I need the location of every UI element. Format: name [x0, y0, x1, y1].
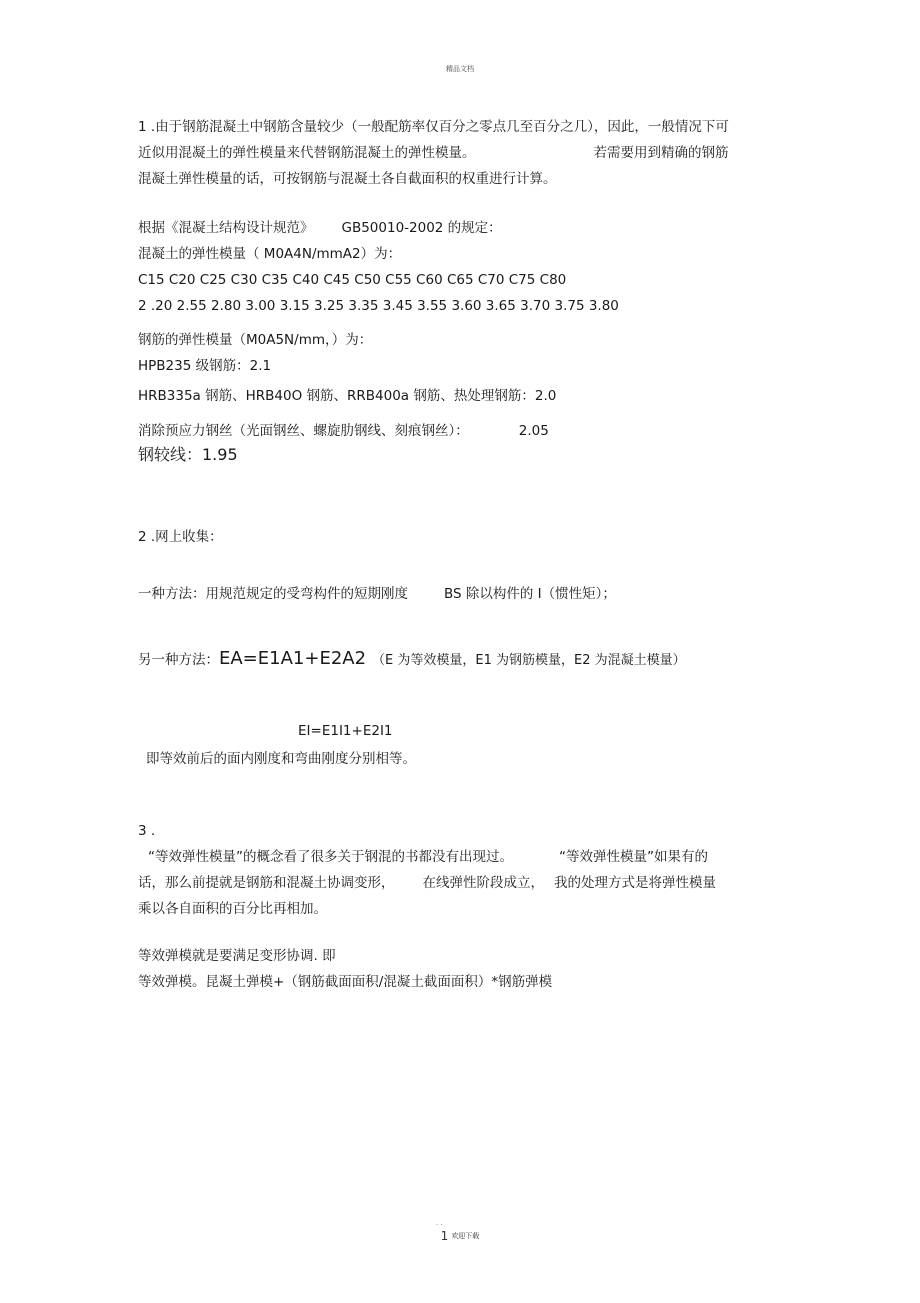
s3-title: 3 . — [138, 823, 156, 839]
footer-dots: . . — [436, 1219, 443, 1227]
s2-method2-label: 另一种方法： — [138, 652, 219, 668]
s1-wire-b: 2.05 — [518, 423, 549, 439]
s2-method1-a: 一种方法：用规范规定的受弯构件的短期刚度 — [138, 586, 408, 602]
s3-line2c: 我的处理方式是将弹性模量 — [554, 875, 716, 891]
s1-wire-a: 消除预应力钢丝（光面钢丝、螺旋肋钢线、刻痕钢丝）： — [138, 423, 469, 439]
s2-method2-note: （E 为等效模量，E1 为钢筋模量，E2 为混凝土模量） — [372, 653, 686, 668]
s1-steel-modulus: 钢筋的弹性模量（M0A5N/mm，）为： — [138, 332, 373, 348]
s2-method2 — [138, 648, 686, 672]
page-footer — [0, 1229, 920, 1243]
footer-note: 欢迎下载 — [451, 1232, 480, 1240]
s1-line2b: 若需要用到精确的钢筋 — [593, 145, 729, 161]
s1-hpb: HPB235 级钢筋：2.1 — [138, 358, 272, 374]
s3-line3: 乘以各自面积的百分比再相加。 — [138, 901, 327, 917]
s1-hrb: HRB335a 钢筋、HRB40O 钢筋、RRB400a 钢筋、热处理钢筋：2.0 — [138, 388, 557, 404]
s1-concrete-modulus: 混凝土的弹性模量（ M0A4N/mmA2）为： — [138, 246, 402, 262]
s1-line2 — [138, 144, 729, 162]
s1-values: 2 .20 2.55 2.80 3.00 3.15 3.25 3.35 3.45 3.55 3.60 3.65 3.70 3.75 3.80 — [138, 298, 619, 314]
s1-grades: C15 C20 C25 C30 C35 C40 C45 C50 C55 C60 C65 C70 C75 C80 — [138, 272, 567, 288]
s2-formula2: EI=E1I1+E2I1 — [298, 723, 393, 739]
s3-line1b: “等效弹性模量”如果有的 — [559, 849, 708, 865]
s1-line2a: 近似用混凝土的弹性模量来代替钢筋混凝土的弹性模量。 — [138, 145, 476, 161]
page-header: 精品文档 — [446, 65, 474, 73]
s2-explain: 即等效前后的面内刚度和弯曲刚度分别相等。 — [146, 751, 416, 767]
s2-method1-b: BS 除以构件的 I（惯性矩）； — [444, 586, 616, 602]
s3-line2a: 话，那么前提就是钢筋和混凝土协调变形， — [138, 875, 395, 891]
s3-line2 — [138, 874, 716, 892]
s1-basis-a: 根据《混凝土结构设计规范》 — [138, 220, 314, 236]
s3-line2b: 在线弹性阶段成立， — [422, 875, 544, 891]
s3-line4: 等效弹模就是要满足变形协调. 即 — [138, 948, 336, 964]
s1-basis-b: GB50010-2002 的规定： — [341, 220, 502, 236]
s1-strand: 钢较线：1.95 — [138, 445, 238, 464]
s2-method2-formula: EA=E1A1+E2A2 — [219, 648, 367, 669]
s2-title: 2 .网上收集： — [138, 529, 223, 545]
s2-method1 — [138, 585, 616, 603]
s3-line1 — [148, 848, 708, 866]
page-number: 1 — [440, 1229, 449, 1243]
s1-wire — [138, 422, 549, 440]
s1-line3: 混凝土弹性模量的话，可按钢筋与混凝土各自截面积的权重进行计算。 — [138, 171, 557, 187]
s1-basis — [138, 219, 502, 237]
s1-line1: 1 .由于钢筋混凝土中钢筋含量较少（一般配筋率仅百分之零点几至百分之几），因此，一般情况下可 — [138, 119, 729, 135]
s3-line5: 等效弹模。昆凝土弹模+（钢筋截面面积/混凝土截面面积）*钢筋弹模 — [138, 974, 553, 990]
s3-line1a: “等效弹性模量”的概念看了很多关于钢混的书都没有出现过。 — [148, 849, 513, 865]
